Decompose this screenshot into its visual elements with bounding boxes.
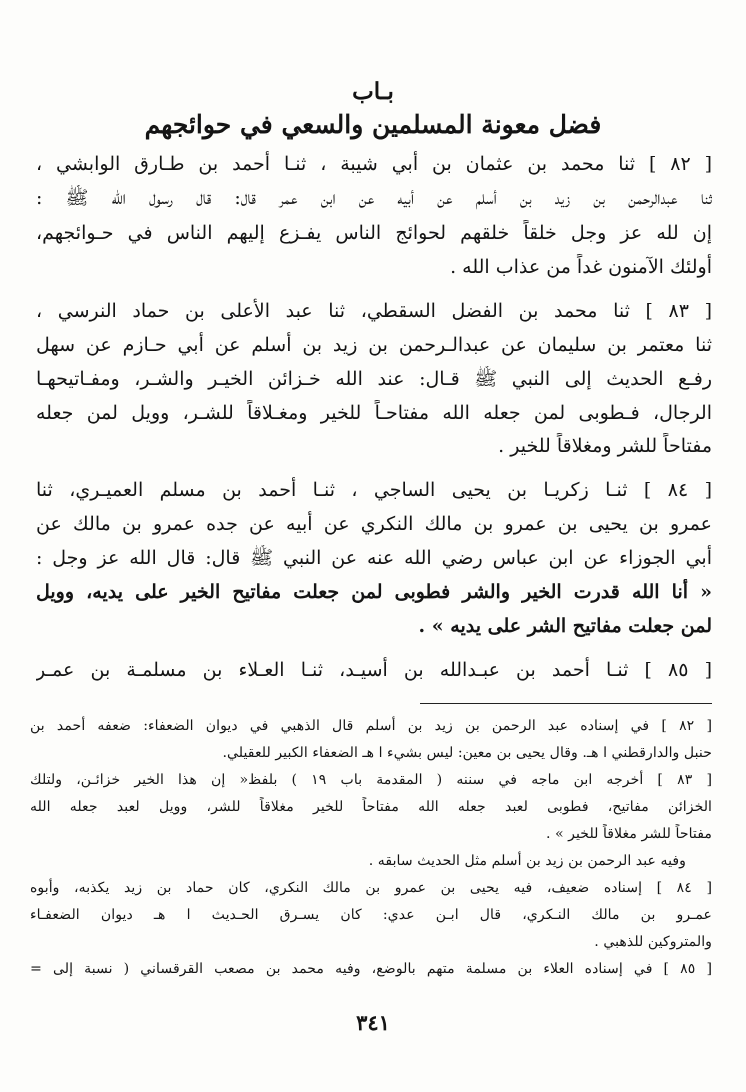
text-line: [ ٨٥ ] ثنـا أحمد بن عبـدالله بن أسيـد، ثنـا العـلاء بن مسلمـة بن عمـر xyxy=(36,659,712,681)
page-number: ٣٤١ xyxy=(356,1010,390,1035)
text-line: الرجال، فـطوبى لمن جعله الله مفتاحـاً للخير ومغـلاقاً للشـر، وويل لمن جعله xyxy=(36,402,712,424)
text-line: أبي الجوزاء عن ابن عباس رضي الله عنه عن النبي ﷺ قال: قال الله عز وجل : xyxy=(36,547,712,569)
chapter-label: بـاب xyxy=(352,78,394,105)
footnote-line: الخزائن مفاتيح، فطوبى لعبد جعله الله مفتاحاً للخير مغلاقاً للشر، وويل لعبد جعله الله xyxy=(30,799,712,815)
text-line: لمن جعلت مفاتيح الشر على يديه » . xyxy=(418,615,712,637)
footnote-line: حنبل والدارقطني ا هـ. وقال يحيى بن معين: ليس بشيء ا هـ الضعفاء الكبير للعقيلي. xyxy=(222,745,712,761)
text-line: [ ٨٤ ] ثنـا زكريـا بن يحيى الساجي ، ثنـا أحمد بن مسلم العميـري، ثنا xyxy=(36,479,712,501)
footnote-line: عمـرو بن مالك النـكري، قال ابـن عدي: كان يسـرق الحـديث ا هـ ديوان الضعفـاء xyxy=(30,907,712,923)
footnote-line: [ ٨٣ ] أخرجه ابن ماجه في سننه ( المقدمة باب ١٩ ) بلفظ« إن هذا الخير خزائـن، ولتلك xyxy=(30,772,712,788)
text-line: « أنا الله قدرت الخير والشر فطوبى لمن جعلت مفاتيح الخير على يديه، وويل xyxy=(36,581,712,603)
footnote-line: [ ٨٤ ] إسناده ضعيف، فيه يحيى بن عمرو بن مالك النكري، كان حماد بن زيد يكذبه، وأبوه xyxy=(30,880,712,896)
footnote-line: وفيه عبد الرحمن بن زيد بن أسلم مثل الحديث سابقه . xyxy=(368,853,686,869)
text-line: ثنا معتمر بن سليمان عن عبدالـرحمن بن زيد بن أسلم عن أبي حـازم عن سهل xyxy=(36,334,712,356)
text-line: أولئك الآمنون غداً من عذاب الله . xyxy=(450,256,712,278)
footnote-line: [ ٨٥ ] في إسناده العلاء بن مسلمة متهم بالوضع، وفيه محمد بن مصعب القرقساني ( نسبة إلى = xyxy=(30,961,712,977)
footnote-divider xyxy=(420,703,712,704)
footnote-line: مفتاحاً للشر مغلاقاً للخير » . xyxy=(545,826,712,842)
text-line: عمرو بن يحيى بن عمرو بن مالك النكري عن أبيه عن جده عمرو بن مالك عن xyxy=(36,513,712,535)
text-line: رفـع الحديث إلى النبي ﷺ قـال: عند الله خـزائن الخيـر والشـر، ومفـاتيحهـا xyxy=(36,368,712,390)
text-line: مفتاحاً للشر ومغلاقاً للخير . xyxy=(498,435,712,457)
chapter-title: فضل معونة المسلمين والسعي في حوائجهم xyxy=(144,110,602,139)
text-line: ثنا عبدالرحمن بن زيد بن أسلم عن أبيه عن ابن عمر قال: قال رسول الله ﷺ : xyxy=(36,187,712,209)
text-line: [ ٨٣ ] ثنا محمد بن الفضل السقطي، ثنا عبد الأعلى بن حماد النرسي ، xyxy=(36,300,712,322)
text-line: [ ٨٢ ] ثنا محمد بن عثمان بن أبي شيبة ، ثنـا أحمد بن طـارق الوابشي ، xyxy=(36,153,712,175)
footnote-line: [ ٨٢ ] في إسناده عبد الرحمن بن زيد بن أسلم قال الذهبي في ديوان الضعفاء: ضعفه أحمد بن xyxy=(30,718,712,734)
text-line: إن لله عز وجل خلقاً خلقهم لحوائج الناس يفـزع إليهم الناس في حـوائجهم، xyxy=(36,222,712,244)
footnote-line: والمتروكين للذهبي . xyxy=(594,934,712,950)
